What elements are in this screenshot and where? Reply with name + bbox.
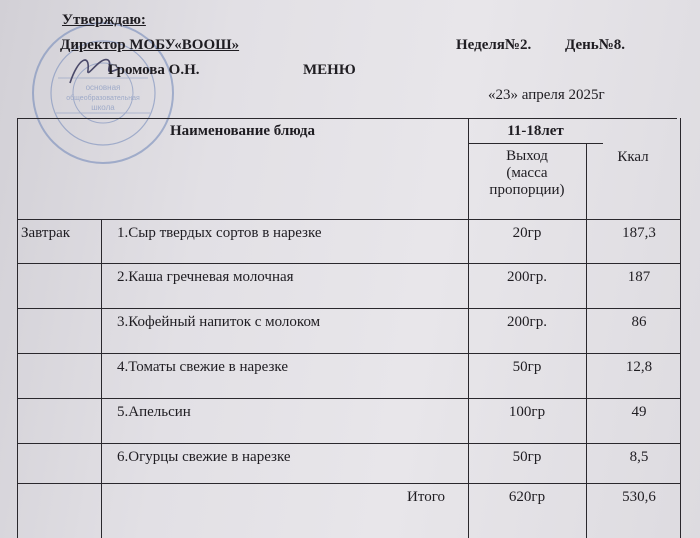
dish-output: 50гр bbox=[512, 359, 542, 375]
column-header-output-line: (масса bbox=[506, 165, 548, 181]
svg-text:школа: школа bbox=[91, 103, 115, 112]
dish-name: 3.Кофейный напиток с молоком bbox=[117, 314, 321, 330]
dish-output: 100гр bbox=[508, 404, 546, 420]
total-kcal: 530,6 bbox=[622, 489, 656, 505]
week-number: Неделя№2. bbox=[456, 37, 532, 53]
meal-label: Завтрак bbox=[21, 225, 71, 241]
total-output: 620гр bbox=[508, 489, 546, 505]
grid-line bbox=[101, 219, 102, 538]
grid-line bbox=[17, 398, 681, 399]
grid-line bbox=[17, 483, 681, 484]
grid-line bbox=[468, 143, 603, 144]
dish-kcal: 8,5 bbox=[629, 449, 649, 465]
director-line: Директор МОБУ«ВООШ» bbox=[60, 37, 240, 53]
grid-line bbox=[17, 263, 681, 264]
column-header-output bbox=[468, 148, 586, 199]
column-header-age: 11-18лет bbox=[507, 123, 564, 139]
dish-kcal: 86 bbox=[631, 314, 647, 330]
column-header-dish: Наименование блюда bbox=[170, 123, 315, 139]
menu-date: «23» апреля 2025г bbox=[488, 87, 605, 103]
dish-name: 6.Огурцы свежие в нарезке bbox=[117, 449, 291, 465]
grid-line bbox=[17, 353, 681, 354]
svg-text:основная: основная bbox=[85, 83, 121, 92]
column-header-output-line: пропорции) bbox=[489, 182, 565, 198]
column-header-output-line: Выход bbox=[506, 148, 548, 164]
dish-kcal: 187,3 bbox=[622, 225, 656, 241]
dish-output: 200гр. bbox=[507, 269, 547, 285]
dish-output: 200гр. bbox=[507, 314, 547, 330]
approve-label: Утверждаю: bbox=[62, 12, 146, 28]
dish-name: 1.Сыр твердых сортов в нарезке bbox=[117, 225, 322, 241]
grid-line bbox=[17, 219, 681, 220]
menu-table bbox=[17, 118, 693, 538]
menu-title: МЕНЮ bbox=[303, 62, 356, 78]
total-label: Итого bbox=[407, 489, 445, 505]
dish-output: 20гр bbox=[512, 225, 542, 241]
dish-kcal: 49 bbox=[631, 404, 647, 420]
day-number: День№8. bbox=[565, 37, 626, 53]
grid-line bbox=[586, 143, 587, 538]
dish-name: 2.Каша гречневая молочная bbox=[117, 269, 294, 285]
svg-text:общеобразовательная: общеобразовательная bbox=[66, 95, 140, 102]
dish-name: 5.Апельсин bbox=[117, 404, 191, 420]
grid-line bbox=[17, 443, 681, 444]
grid-line bbox=[17, 308, 681, 309]
column-header-kcal: Ккал bbox=[617, 149, 649, 165]
grid-line bbox=[17, 118, 18, 538]
dish-kcal: 187 bbox=[627, 269, 651, 285]
dish-output: 50гр bbox=[512, 449, 542, 465]
director-name: Громова О.Н. bbox=[108, 62, 200, 78]
dish-name: 4.Томаты свежие в нарезке bbox=[117, 359, 289, 375]
dish-kcal: 12,8 bbox=[625, 359, 653, 375]
grid-line bbox=[17, 118, 677, 119]
